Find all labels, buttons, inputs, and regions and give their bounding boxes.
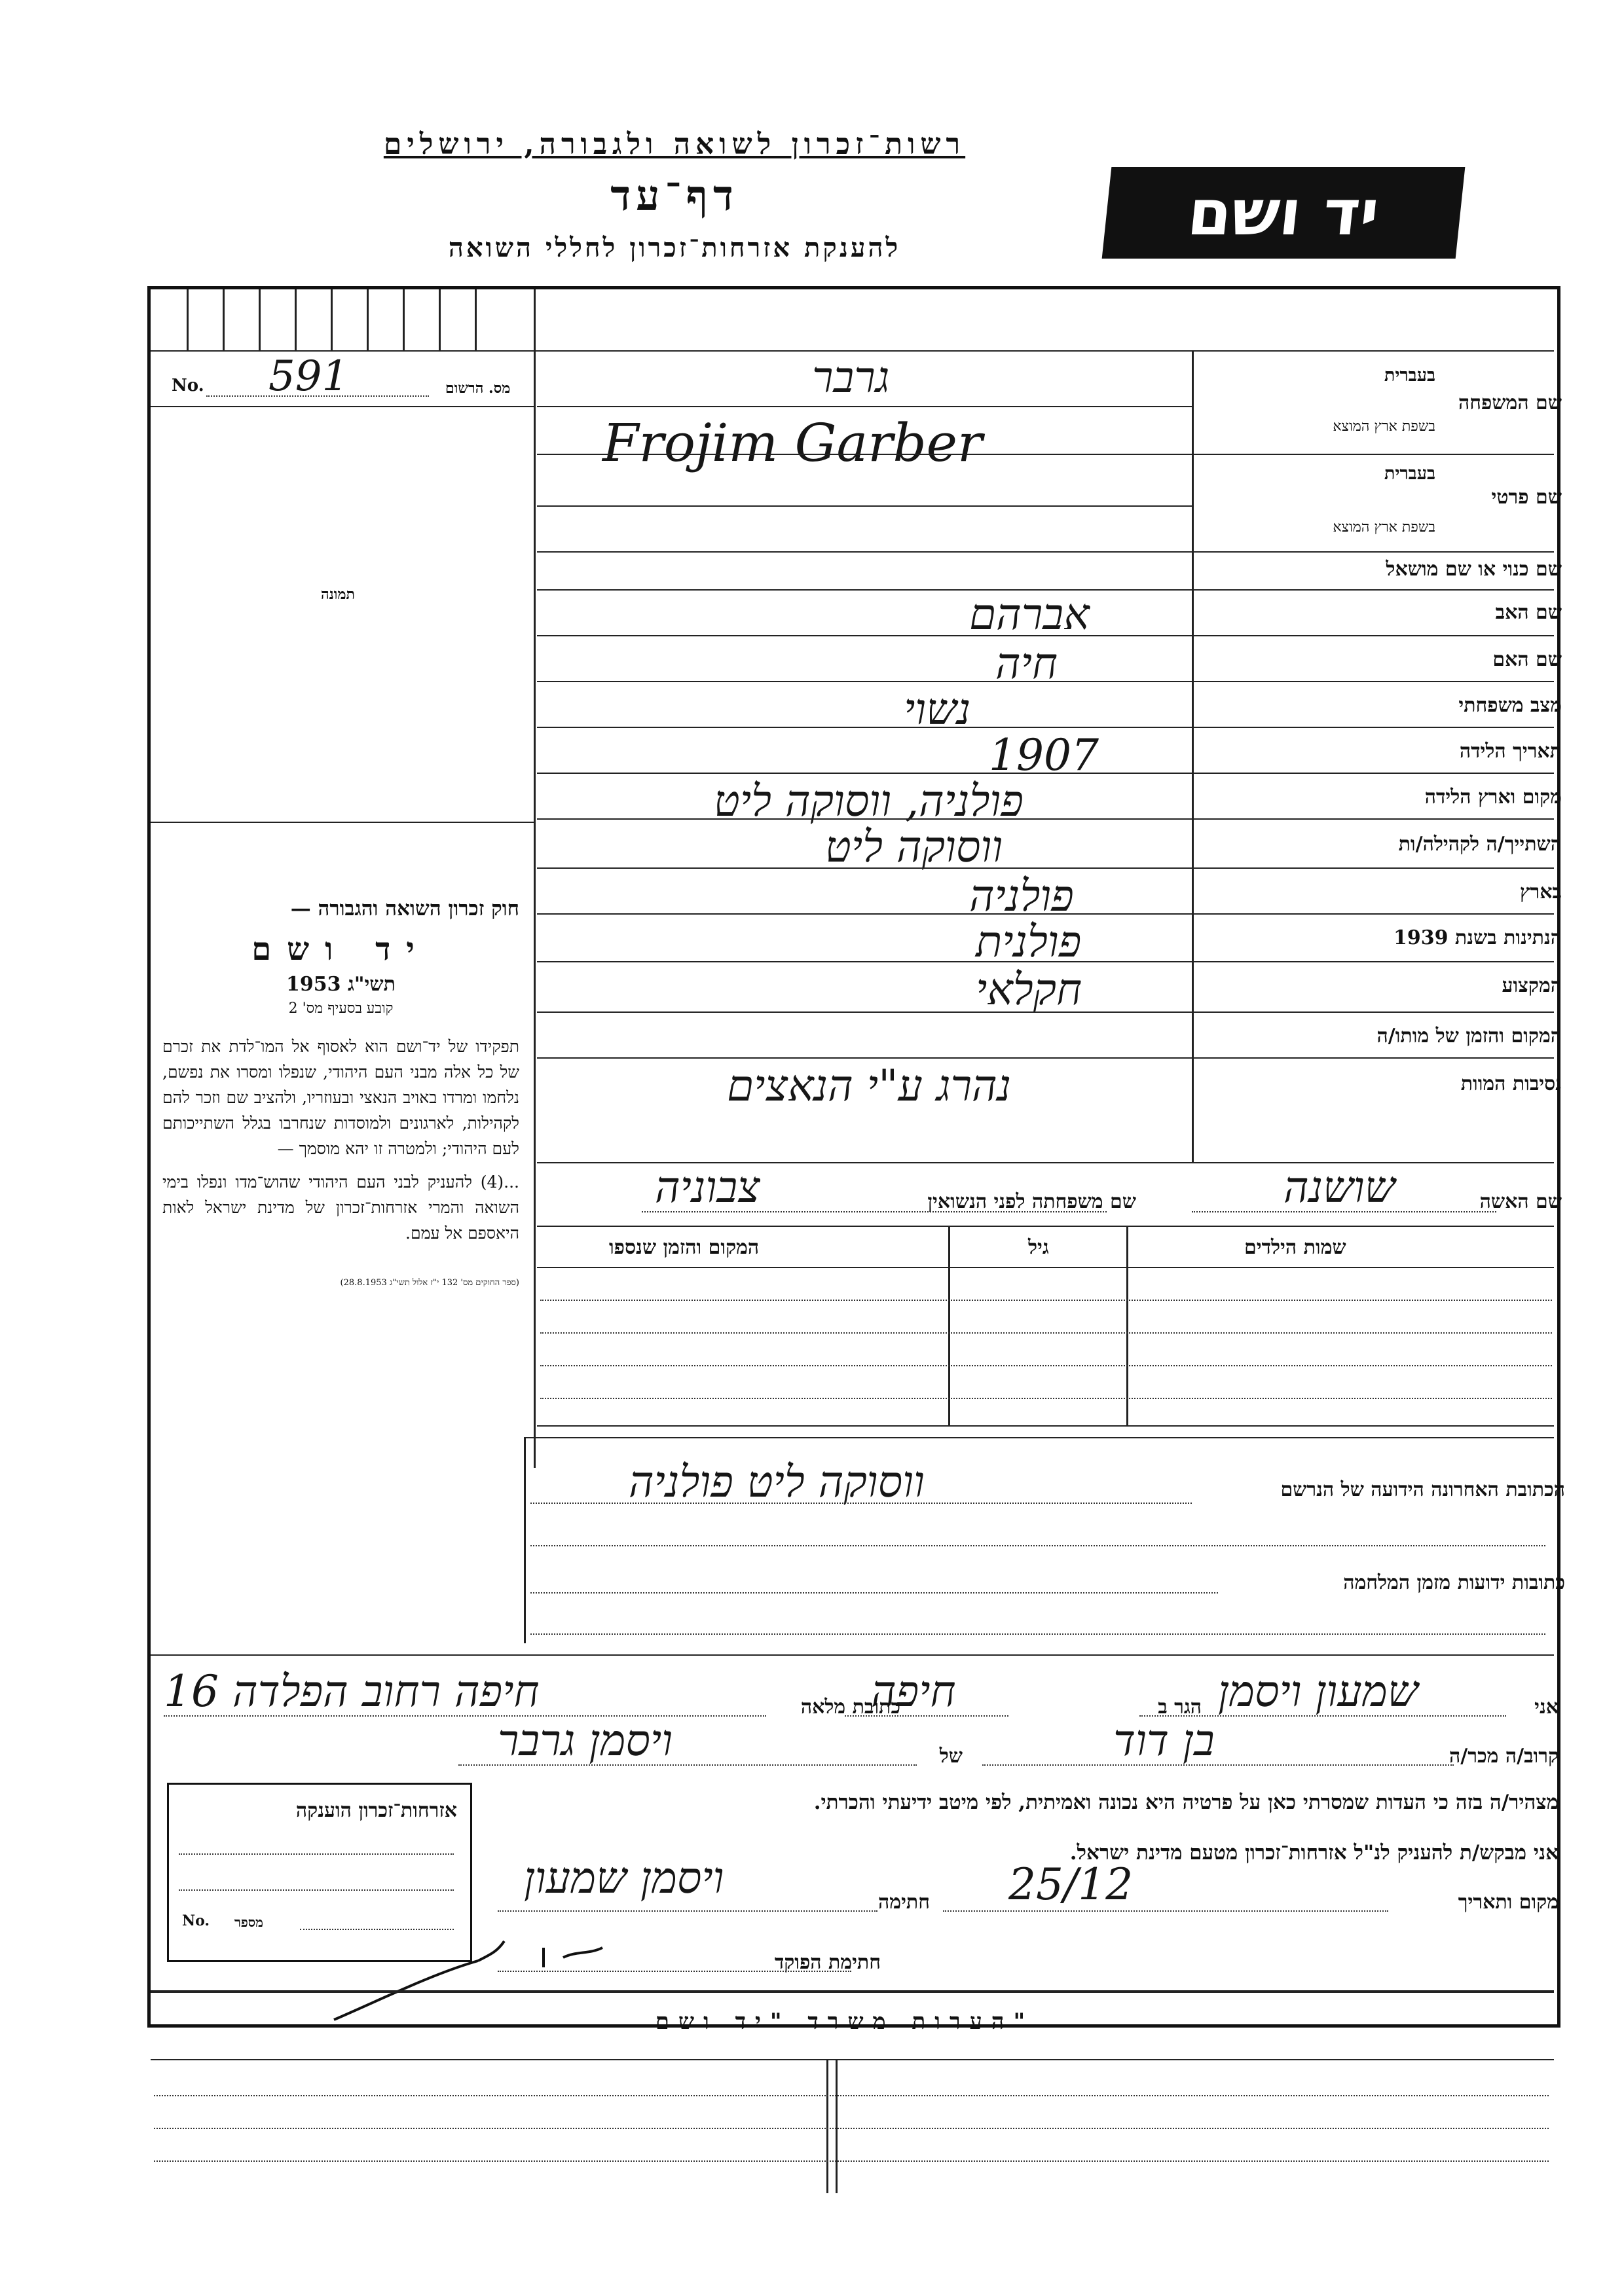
- mother-label: שם האם: [1492, 648, 1562, 671]
- marital-status-label: מצב משפחתי: [1458, 694, 1562, 717]
- first-name-in-hebrew: בעברית: [1384, 464, 1435, 484]
- community-label: השתייך/ה לקהילה/ות: [1398, 833, 1562, 856]
- family-name-latin-value: Frojim Garber: [602, 412, 983, 473]
- country-value: פולניה: [969, 871, 1074, 921]
- family-name-in-hebrew: בעברית: [1384, 365, 1435, 386]
- father-label: שם האב: [1495, 601, 1562, 624]
- declarant-full-address-label: כתובת מלאה: [800, 1696, 900, 1719]
- signature-value: ויסמן שמעון: [524, 1853, 724, 1903]
- citizenship-label: הנתינות בשנת 1939: [1393, 926, 1562, 949]
- law-clause: קובע בסעיף מס' 2: [288, 1000, 394, 1017]
- grant-box-number-label: מספר: [234, 1914, 263, 1930]
- relation-value: בן דוד: [1113, 1715, 1215, 1766]
- law-text: [162, 897, 519, 1288]
- grant-box: [167, 1783, 472, 1962]
- last-address-label: הכתובת האחרונה הידועה של הנרשם: [1280, 1478, 1565, 1501]
- first-name-in-origin: בשפת ארץ המוצא: [1333, 519, 1435, 536]
- profession-value: חקלאי: [976, 964, 1082, 1015]
- declarant-name-value: שמעון ויסמן: [1218, 1666, 1418, 1717]
- photo-label: תמונה: [321, 586, 355, 603]
- mother-value: חיה: [995, 638, 1058, 689]
- declarant-city-value: חיפה: [871, 1666, 956, 1717]
- children-header-place: המקום והזמן שנספו: [609, 1236, 760, 1259]
- reg-no-label: No.: [172, 376, 204, 395]
- country-label: בארץ: [1519, 881, 1562, 903]
- declarant-resides-label: הגר ב: [1158, 1696, 1202, 1719]
- wife-value: שושנה: [1283, 1162, 1395, 1212]
- birth-date-label: תאריך הלידה: [1459, 740, 1562, 763]
- profession-label: המקצוע: [1502, 974, 1562, 997]
- form-subtitle: להענקת אזרחות־זכרון לחללי השואה: [448, 232, 901, 263]
- children-header-names: שמות הילדים: [1244, 1236, 1346, 1259]
- last-address-value: ווסוקה ליט פולניה: [629, 1457, 925, 1507]
- declaration-text: מצהיר/ה בזה כי העדות שמסרתי כאן על פרטיה היא נכונה ואמיתית, לפי מיטב ידיעתי והכרתי.: [813, 1791, 1559, 1814]
- family-name-label: שם המשפחה: [1458, 392, 1562, 414]
- death-circumstances-label: נסיבות המוות: [1460, 1072, 1562, 1095]
- nickname-label: שם כנוי או שם מושאל: [1386, 558, 1562, 581]
- left-column-divider: [534, 289, 536, 1468]
- form-title: דף־עד: [610, 172, 739, 221]
- signature-label: חתימה: [878, 1891, 930, 1914]
- relation-of-label: של: [939, 1745, 963, 1768]
- request-text: אני מבקש/ת להעניק לנ"ל אזרחות־זכרון מטעם מדינת ישראל.: [1069, 1841, 1559, 1865]
- officer-signature-label: חתימת הפוקד: [774, 1951, 881, 1974]
- relation-label: קרוב/ה מכר/ה: [1449, 1745, 1559, 1768]
- place-date-value: 25/12: [1008, 1859, 1134, 1910]
- birth-place-label: מקום וארץ הלידה: [1424, 786, 1562, 809]
- family-name-in-origin: בשפת ארץ המוצא: [1333, 418, 1435, 435]
- children-header-age: גיל: [1028, 1236, 1049, 1259]
- wartime-addresses-label: כתובות ידועות מזמן המלחמה: [1343, 1571, 1565, 1594]
- law-source: (ספר החוקים מס' 132 י"ז אלול תשי"ג 28.8.1953): [340, 1278, 519, 1288]
- authority-title: רשות־זכרון לשואה ולגבורה, ירושלים: [383, 128, 966, 161]
- law-year: תשי"ג 1953: [286, 973, 396, 996]
- remarks-title: הערות משרד "יד ושם": [655, 2009, 1035, 2035]
- reg-no-value: 591: [268, 352, 349, 401]
- place-date-label: מקום ותאריך: [1458, 1891, 1559, 1914]
- death-circumstances-value: נהרג ע"י הנאצים: [727, 1061, 1012, 1111]
- declarant-i-label: אני: [1534, 1696, 1559, 1719]
- grant-box-no-label: No.: [182, 1912, 210, 1929]
- birth-date-value: 1907: [989, 730, 1099, 780]
- maiden-name-label: שם משפחתה לפני הנשואין: [927, 1190, 1136, 1213]
- death-place-label: המקום והזמן של מותו/ה: [1376, 1025, 1562, 1048]
- community-value: ווסוקה ליט: [825, 822, 1003, 872]
- maiden-name-value: צבוניה: [655, 1162, 760, 1212]
- law-paragraph-1: תפקידו של יד־ושם הוא לאסוף אל המו־לדת את זכרם של כל אלה מבני העם היהודי, שנפלו ומסרו את נפשם, נלחמו ומרדו באויב הנאצי ובעוזריו, ולהציב שם וזכר להם לקהילות, לארגונים ולמוסדות שנחרבו בגלל השתייכותם לעם היהודי; ולמטרה זו יהא מוסמך —: [162, 1037, 519, 1158]
- birth-place-value: פולניה, ווסוקה ליט: [714, 776, 1024, 826]
- grant-box-title: אזרחות־זכרון הוענקה: [295, 1799, 457, 1822]
- reg-label: מס. הרשום: [445, 380, 511, 397]
- family-name-hebrew-value: גרבר: [812, 352, 890, 403]
- wife-label: שם האשה: [1479, 1190, 1562, 1213]
- law-name: יד ושם: [251, 931, 430, 968]
- declarant-full-address-value: חיפה רחוב הפלדה 16: [164, 1666, 540, 1717]
- law-paragraph-2: ...(4) להעניק לבני העם היהודי שהוש־מדו ונפלו בימי השואה והמרי אזרחות־זכרון של מדינת ישראל לאות היאספם אל עמם.: [162, 1173, 519, 1243]
- law-heading: חוק זכרון השואה והגבורה —: [290, 897, 519, 920]
- marital-status-value: נשוי: [904, 684, 971, 735]
- first-name-label: שם פרטי: [1491, 486, 1562, 509]
- father-value: אברהם: [969, 589, 1090, 640]
- yad-vashem-logo: יד ושם: [1102, 167, 1466, 259]
- citizenship-value: פולנית: [976, 917, 1082, 967]
- relation-of-value: ויסמן גרבר: [498, 1715, 673, 1766]
